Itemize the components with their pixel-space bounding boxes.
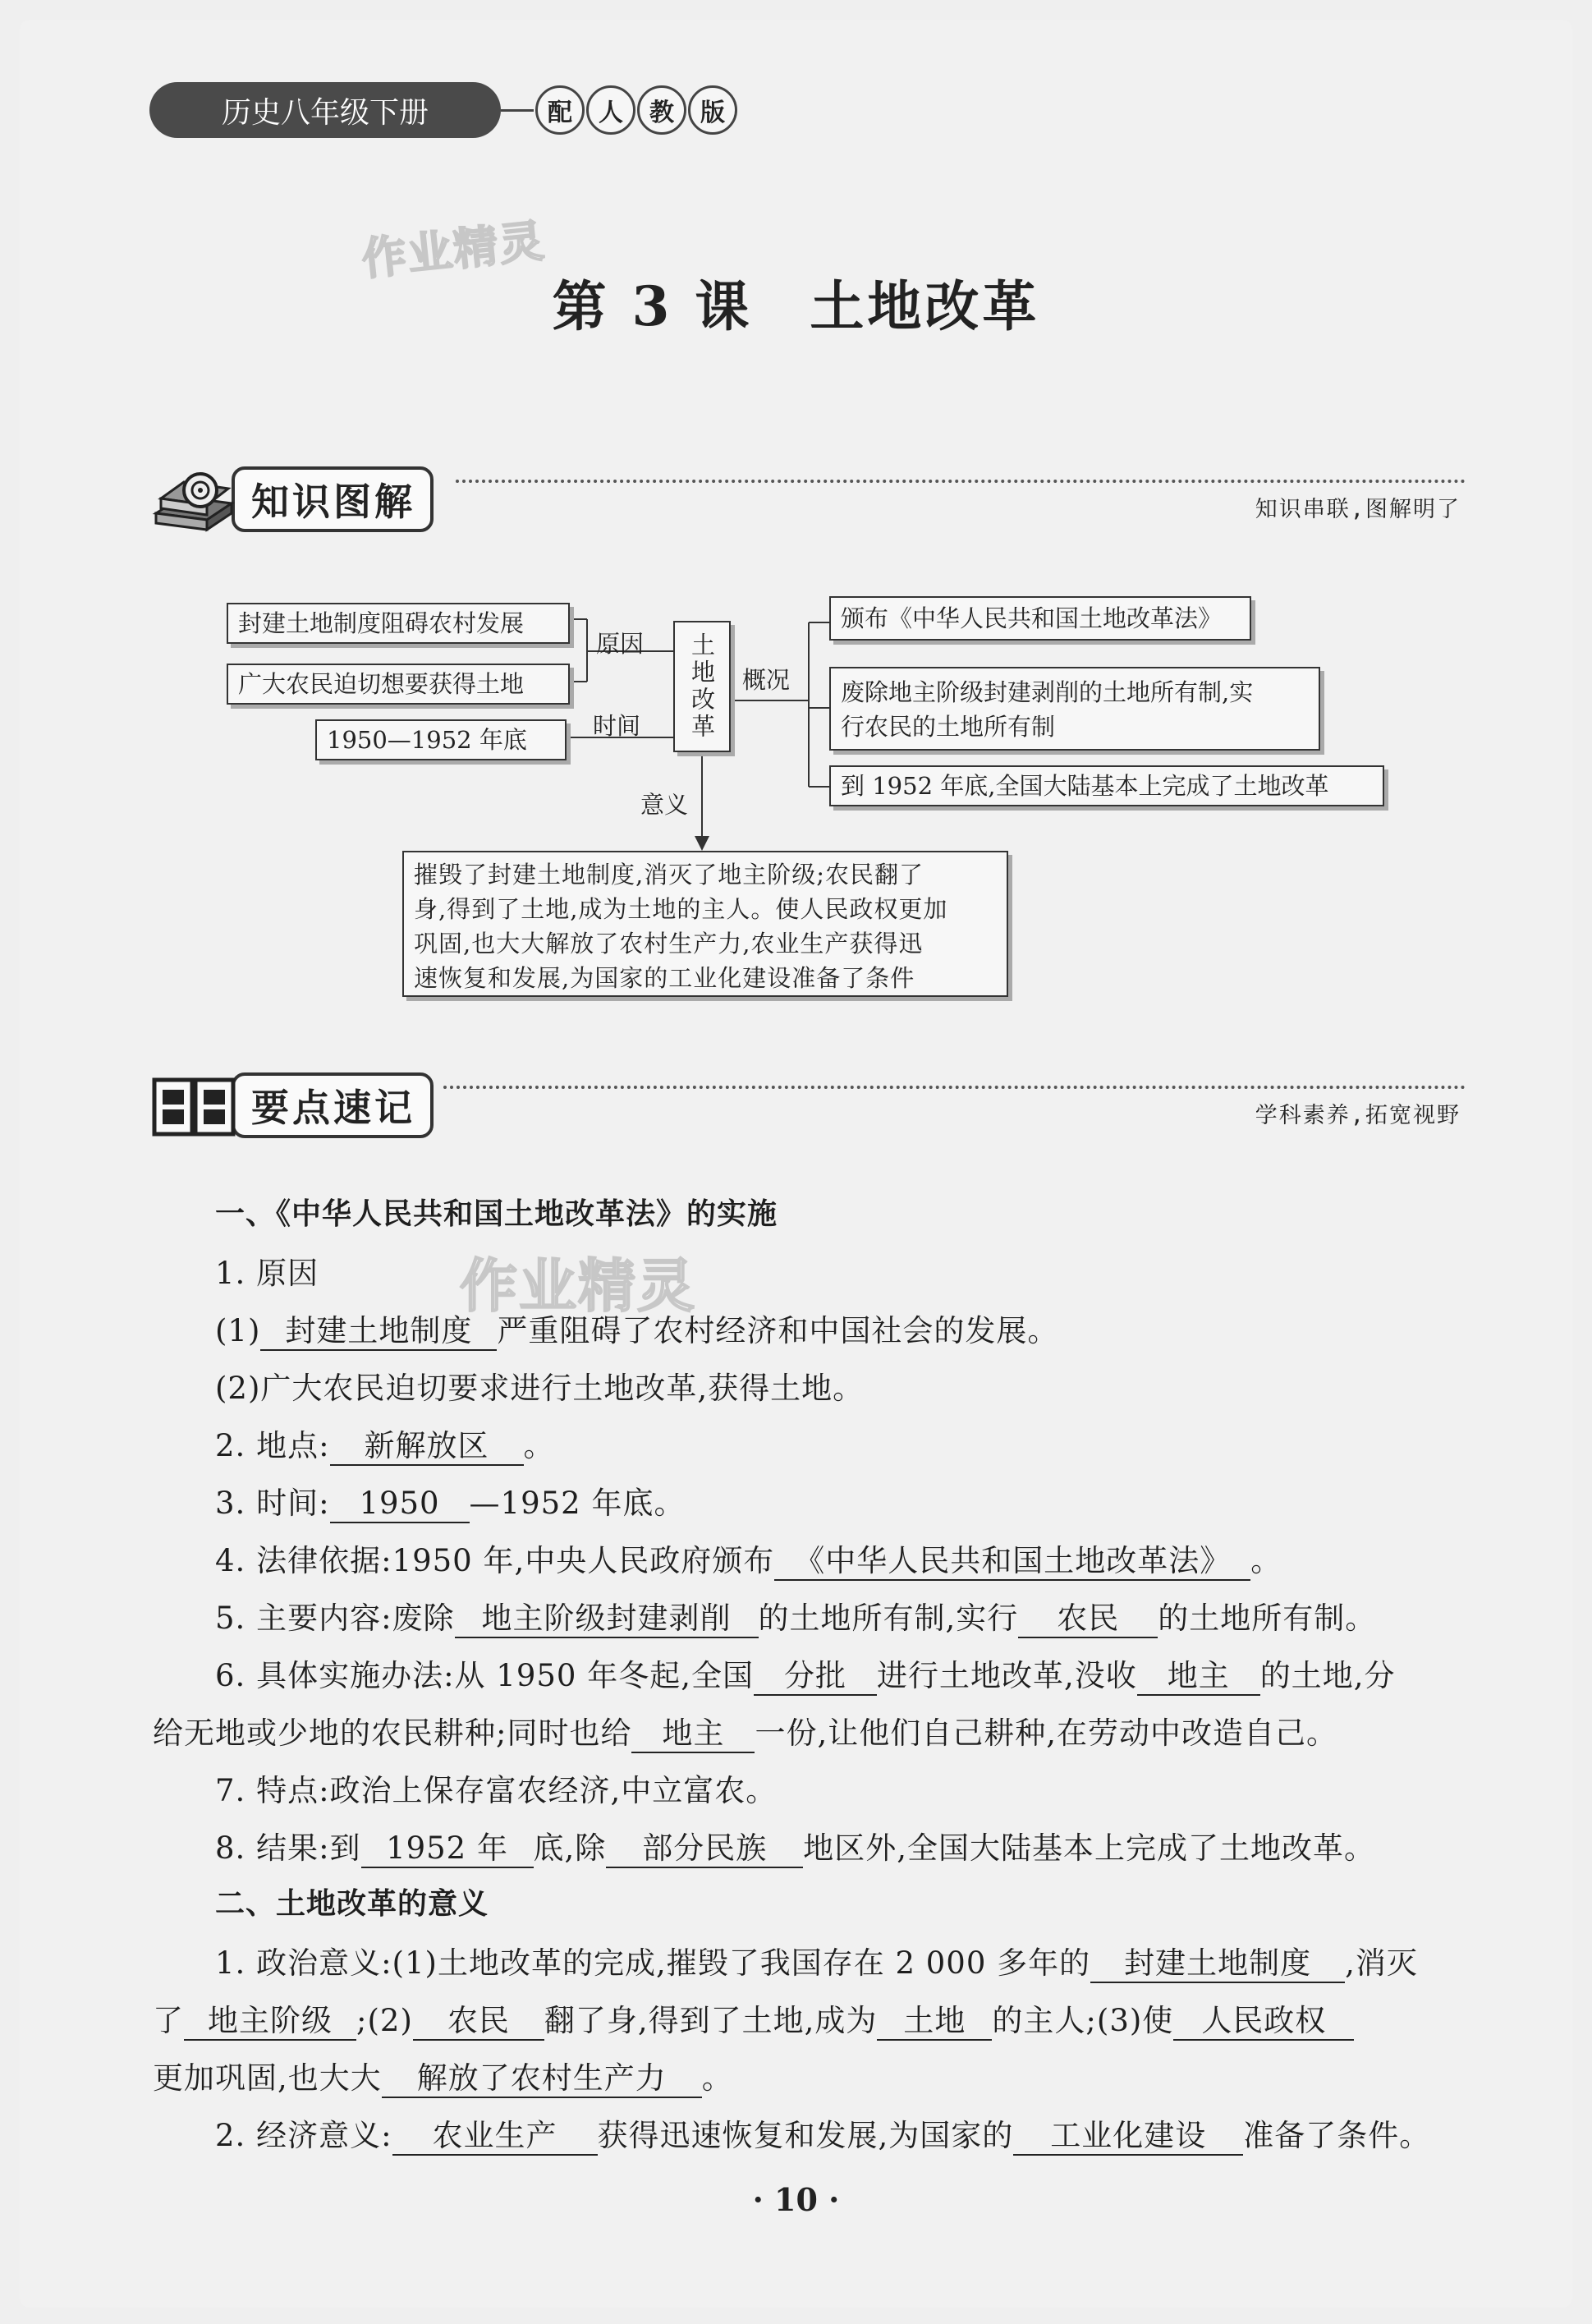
text-span: 3. 时间:	[215, 1486, 330, 1521]
text-span: 8. 结果:到	[215, 1830, 361, 1866]
text-line	[153, 2053, 733, 2098]
text-span: 获得迅速恢复和发展,为国家的	[597, 2118, 1014, 2153]
section-subtitle: 知识串联,图解明了	[1255, 497, 1461, 522]
text-line	[153, 1708, 1337, 1753]
answer-blank: 1950	[330, 1486, 470, 1523]
text-span: ,消灭	[1345, 1945, 1418, 1981]
significance-label: 意义	[640, 791, 689, 819]
time-label: 时间	[593, 712, 641, 740]
lesson-title: 第 3 课 土地改革	[552, 274, 1040, 338]
answer-blank: 地主阶级	[184, 2003, 356, 2041]
answer-blank: 工业化建设	[1013, 2118, 1243, 2156]
text-span: 一份,让他们自己耕种,在劳动中改造自己。	[755, 1715, 1337, 1751]
answer-blank: 地主阶级封建剥削	[455, 1601, 759, 1638]
page-number: · 10 ·	[752, 2181, 840, 2218]
text-span: 1. 政治意义:(1)土地改革的完成,摧毁了我国存在 2 000 多年的	[215, 1945, 1091, 1981]
watermark: 作业精灵	[359, 214, 548, 286]
books-icon	[149, 462, 240, 536]
answer-blank: 封建土地制度	[1090, 1945, 1345, 1983]
text-line	[153, 1996, 1354, 2041]
center-topic-box: 土地改革	[673, 621, 731, 752]
answer-blank: 封建土地制度	[260, 1313, 497, 1351]
text-span: 4. 法律依据:1950 年,中央人民政府颁布	[215, 1543, 775, 1578]
answer-blank: 新解放区	[330, 1428, 524, 1466]
text-line	[215, 1536, 1282, 1581]
section-divider	[443, 1086, 1466, 1089]
text-span: 6. 具体实施办法:从 1950 年冬起,全国	[215, 1658, 754, 1693]
answer-blank: 土地	[877, 2003, 992, 2041]
heading-2: 二、土地改革的意义	[215, 1887, 489, 1921]
answer-blank: 人民政权	[1173, 2003, 1354, 2041]
text-line	[215, 1306, 1058, 1351]
section-title: 知识图解	[232, 466, 434, 532]
text-span: 更加巩固,也大大	[153, 2060, 382, 2096]
reason-box: 封建土地制度阻碍农村发展	[227, 603, 570, 644]
time-box: 1950—1952 年底	[315, 719, 567, 760]
text-span: ;(2)	[356, 2003, 413, 2038]
overview-line: 废除地主阶级封建剥削的土地所有制,实	[841, 678, 1254, 706]
answer-blank: 地主	[631, 1715, 755, 1753]
text-span: 。	[1250, 1543, 1282, 1578]
answer-blank: 部分民族	[606, 1830, 803, 1868]
section-title: 要点速记	[232, 1072, 434, 1138]
book-title-pill: 历史八年级下册	[149, 82, 501, 138]
text-line	[215, 1478, 685, 1523]
answer-blank: 解放了农村生产力	[382, 2060, 702, 2098]
edition-badge: 配	[535, 85, 585, 135]
text-span: 2. 地点:	[215, 1428, 330, 1463]
text-span: 进行土地改革,没收	[876, 1658, 1137, 1693]
text-line: 1. 原因	[215, 1256, 319, 1291]
text-span: 的土地所有制。	[1158, 1601, 1377, 1636]
text-line	[215, 1421, 555, 1466]
reason-box: 广大农民迫切想要获得土地	[227, 664, 570, 705]
text-span: 5. 主要内容:废除	[215, 1601, 455, 1636]
text-span: 地区外,全国大陆基本上完成了土地改革。	[803, 1830, 1376, 1866]
text-span: 了	[153, 2003, 184, 2038]
edition-badge: 版	[688, 85, 737, 135]
overview-line: 行农民的土地所有制	[841, 713, 1056, 741]
edition-badge: 教	[637, 85, 686, 135]
answer-blank: 1952 年	[361, 1830, 534, 1868]
overview-box	[829, 667, 1320, 751]
section-subtitle: 学科素养,拓宽视野	[1255, 1103, 1461, 1128]
text-line	[215, 1823, 1375, 1868]
overview-box: 颁布《中华人民共和国土地改革法》	[829, 596, 1251, 641]
text-span: 准备了条件。	[1243, 2118, 1431, 2153]
text-line: (2)广大农民迫切要求进行土地改革,获得土地。	[215, 1371, 865, 1406]
text-line	[215, 1938, 1418, 1983]
section-header-keypoints	[149, 1064, 434, 1146]
text-span: 。	[523, 1428, 555, 1463]
text-line: 7. 特点:政治上保存富农经济,中立富农。	[215, 1773, 778, 1808]
overview-box: 到 1952 年底,全国大陆基本上完成了土地改革	[829, 765, 1384, 806]
text-span: 底,除	[533, 1830, 607, 1866]
reason-label: 原因	[596, 630, 645, 658]
text-span: (1)	[215, 1313, 261, 1348]
watermark: 作业精灵	[460, 1252, 696, 1320]
answer-blank: 《中华人民共和国土地改革法》	[774, 1543, 1250, 1581]
heading-1: 一、《中华人民共和国土地改革法》的实施	[215, 1197, 778, 1231]
text-line	[215, 1593, 1376, 1638]
answer-blank: 分批	[754, 1658, 877, 1696]
text-span: 2. 经济意义:	[215, 2118, 392, 2153]
text-span: 的主人;(3)使	[992, 2003, 1174, 2038]
text-span: 的土地,分	[1259, 1658, 1396, 1693]
text-span: —1952 年底。	[469, 1486, 686, 1521]
significance-line: 巩固,也大大解放了农村生产力,农业生产获得迅	[414, 930, 924, 958]
significance-line: 摧毁了封建土地制度,消灭了地主阶级;农民翻了	[414, 861, 924, 889]
answer-blank: 农业生产	[392, 2118, 598, 2156]
overview-label: 概况	[742, 666, 791, 694]
text-span: 的土地所有制,实行	[758, 1601, 1019, 1636]
edition-badge: 人	[586, 85, 635, 135]
significance-line: 速恢复和发展,为国家的工业化建设准备了条件	[414, 964, 915, 992]
text-line	[215, 2110, 1430, 2156]
significance-line: 身,得到了土地,成为土地的主人。使人民政权更加	[414, 895, 948, 923]
answer-blank: 农民	[1018, 1601, 1158, 1638]
text-span: 严重阻碍了农村经济和中国社会的发展。	[497, 1313, 1059, 1348]
text-span: 。	[701, 2060, 733, 2096]
significance-box	[402, 851, 1008, 997]
text-span: 翻了身,得到了土地,成为	[544, 2003, 878, 2038]
answer-blank: 农民	[413, 2003, 544, 2041]
open-book-icon	[149, 1068, 240, 1142]
text-span: 给无地或少地的农民耕种;同时也给	[153, 1715, 632, 1751]
answer-blank: 地主	[1137, 1658, 1260, 1696]
text-line	[215, 1651, 1396, 1696]
